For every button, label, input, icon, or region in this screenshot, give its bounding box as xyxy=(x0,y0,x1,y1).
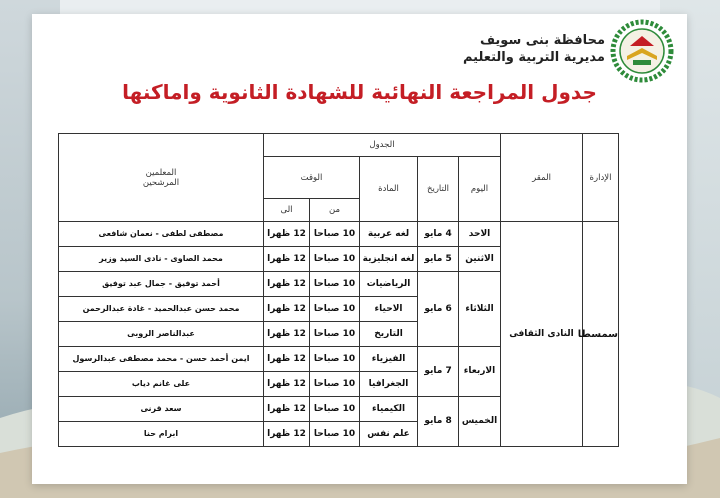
cell-date: 7 مايو xyxy=(418,346,459,396)
cell-subject: الفيزياء xyxy=(360,346,418,371)
schedule-table-wrapper xyxy=(58,133,618,447)
cell-from: 10 صباحا xyxy=(310,346,360,371)
cell-to: 12 ظهرا xyxy=(264,271,310,296)
cell-to: 12 ظهرا xyxy=(264,296,310,321)
header-venue: المقر xyxy=(501,134,583,222)
cell-subject: الرياضيات xyxy=(360,271,418,296)
cell-subject: الجغرافيا xyxy=(360,371,418,396)
cell-to: 12 ظهرا xyxy=(264,421,310,446)
cell-from: 10 صباحا xyxy=(310,271,360,296)
page-title: جدول المراجعة النهائية للشهادة الثانوية واماكنها xyxy=(122,80,597,104)
header-administration: الإدارة xyxy=(583,134,619,222)
cell-day: الاربعاء xyxy=(459,346,501,396)
cell-to: 12 ظهرا xyxy=(264,396,310,421)
cell-from: 10 صباحا xyxy=(310,246,360,271)
header-from: من xyxy=(310,199,360,222)
cell-to: 12 ظهرا xyxy=(264,222,310,247)
header-teachers xyxy=(59,134,264,222)
org-line-governorate: محافظة بنى سويف xyxy=(479,33,605,48)
cell-date: 8 مايو xyxy=(418,396,459,446)
cell-date: 5 مايو xyxy=(418,246,459,271)
cell-to: 12 ظهرا xyxy=(264,321,310,346)
cell-to: 12 ظهرا xyxy=(264,371,310,396)
cell-venue: النادى الثقافى xyxy=(501,222,583,447)
header-to: الى xyxy=(264,199,310,222)
cell-subject: الكيمياء xyxy=(360,396,418,421)
cell-teachers: مصطفى لطفى - نعمان شافعى xyxy=(59,222,264,247)
cell-teachers: محمد حسن عبدالحميد - غادة عبدالرحمن xyxy=(59,296,264,321)
cell-to: 12 ظهرا xyxy=(264,346,310,371)
organization-name xyxy=(463,32,605,66)
cell-date: 4 مايو xyxy=(418,222,459,247)
org-line-directorate: مديرية التربية والتعليم xyxy=(462,50,605,65)
header-time: الوقت xyxy=(264,156,360,198)
cell-from: 10 صباحا xyxy=(310,222,360,247)
cell-teachers: محمد الصاوى - نادى السيد وزير xyxy=(59,246,264,271)
directorate-logo-icon xyxy=(611,20,673,82)
cell-subject: التاريخ xyxy=(360,321,418,346)
header-date: التاريخ xyxy=(418,156,459,221)
cell-teachers: عبدالناصر الروبى xyxy=(59,321,264,346)
cell-teachers: أحمد توفيق - جمال عبد توفيق xyxy=(59,271,264,296)
cell-subject: الاحياء xyxy=(360,296,418,321)
header-day: اليوم xyxy=(459,156,501,221)
cell-teachers: ايمن أحمد حسن - محمد مصطفى عبدالرسول xyxy=(59,346,264,371)
cell-date: 6 مايو xyxy=(418,271,459,346)
cell-day: الثلاثاء xyxy=(459,271,501,346)
cell-from: 10 صباحا xyxy=(310,371,360,396)
cell-subject: علم نفس xyxy=(360,421,418,446)
cell-day: الاحد xyxy=(459,222,501,247)
cell-day: الخميس xyxy=(459,396,501,446)
schedule-table xyxy=(58,133,619,447)
cell-from: 10 صباحا xyxy=(310,421,360,446)
cell-from: 10 صباحا xyxy=(310,396,360,421)
table-row xyxy=(59,222,619,247)
header-teachers-line2: المرشحين xyxy=(142,177,180,188)
cell-administration: سمسطا xyxy=(583,222,619,447)
header-teachers-line1: المعلمين xyxy=(145,167,177,178)
cell-from: 10 صباحا xyxy=(310,321,360,346)
header-subject: المادة xyxy=(360,156,418,221)
cell-teachers: سعد قرنى xyxy=(59,396,264,421)
cell-teachers: على غانم دياب xyxy=(59,371,264,396)
header-schedule: الجدول xyxy=(264,134,501,157)
cell-subject: لغه عربية xyxy=(360,222,418,247)
cell-from: 10 صباحا xyxy=(310,296,360,321)
cell-to: 12 ظهرا xyxy=(264,246,310,271)
cell-teachers: ابرام حنا xyxy=(59,421,264,446)
cell-subject: لغه انجليزية xyxy=(360,246,418,271)
cell-day: الاثنين xyxy=(459,246,501,271)
